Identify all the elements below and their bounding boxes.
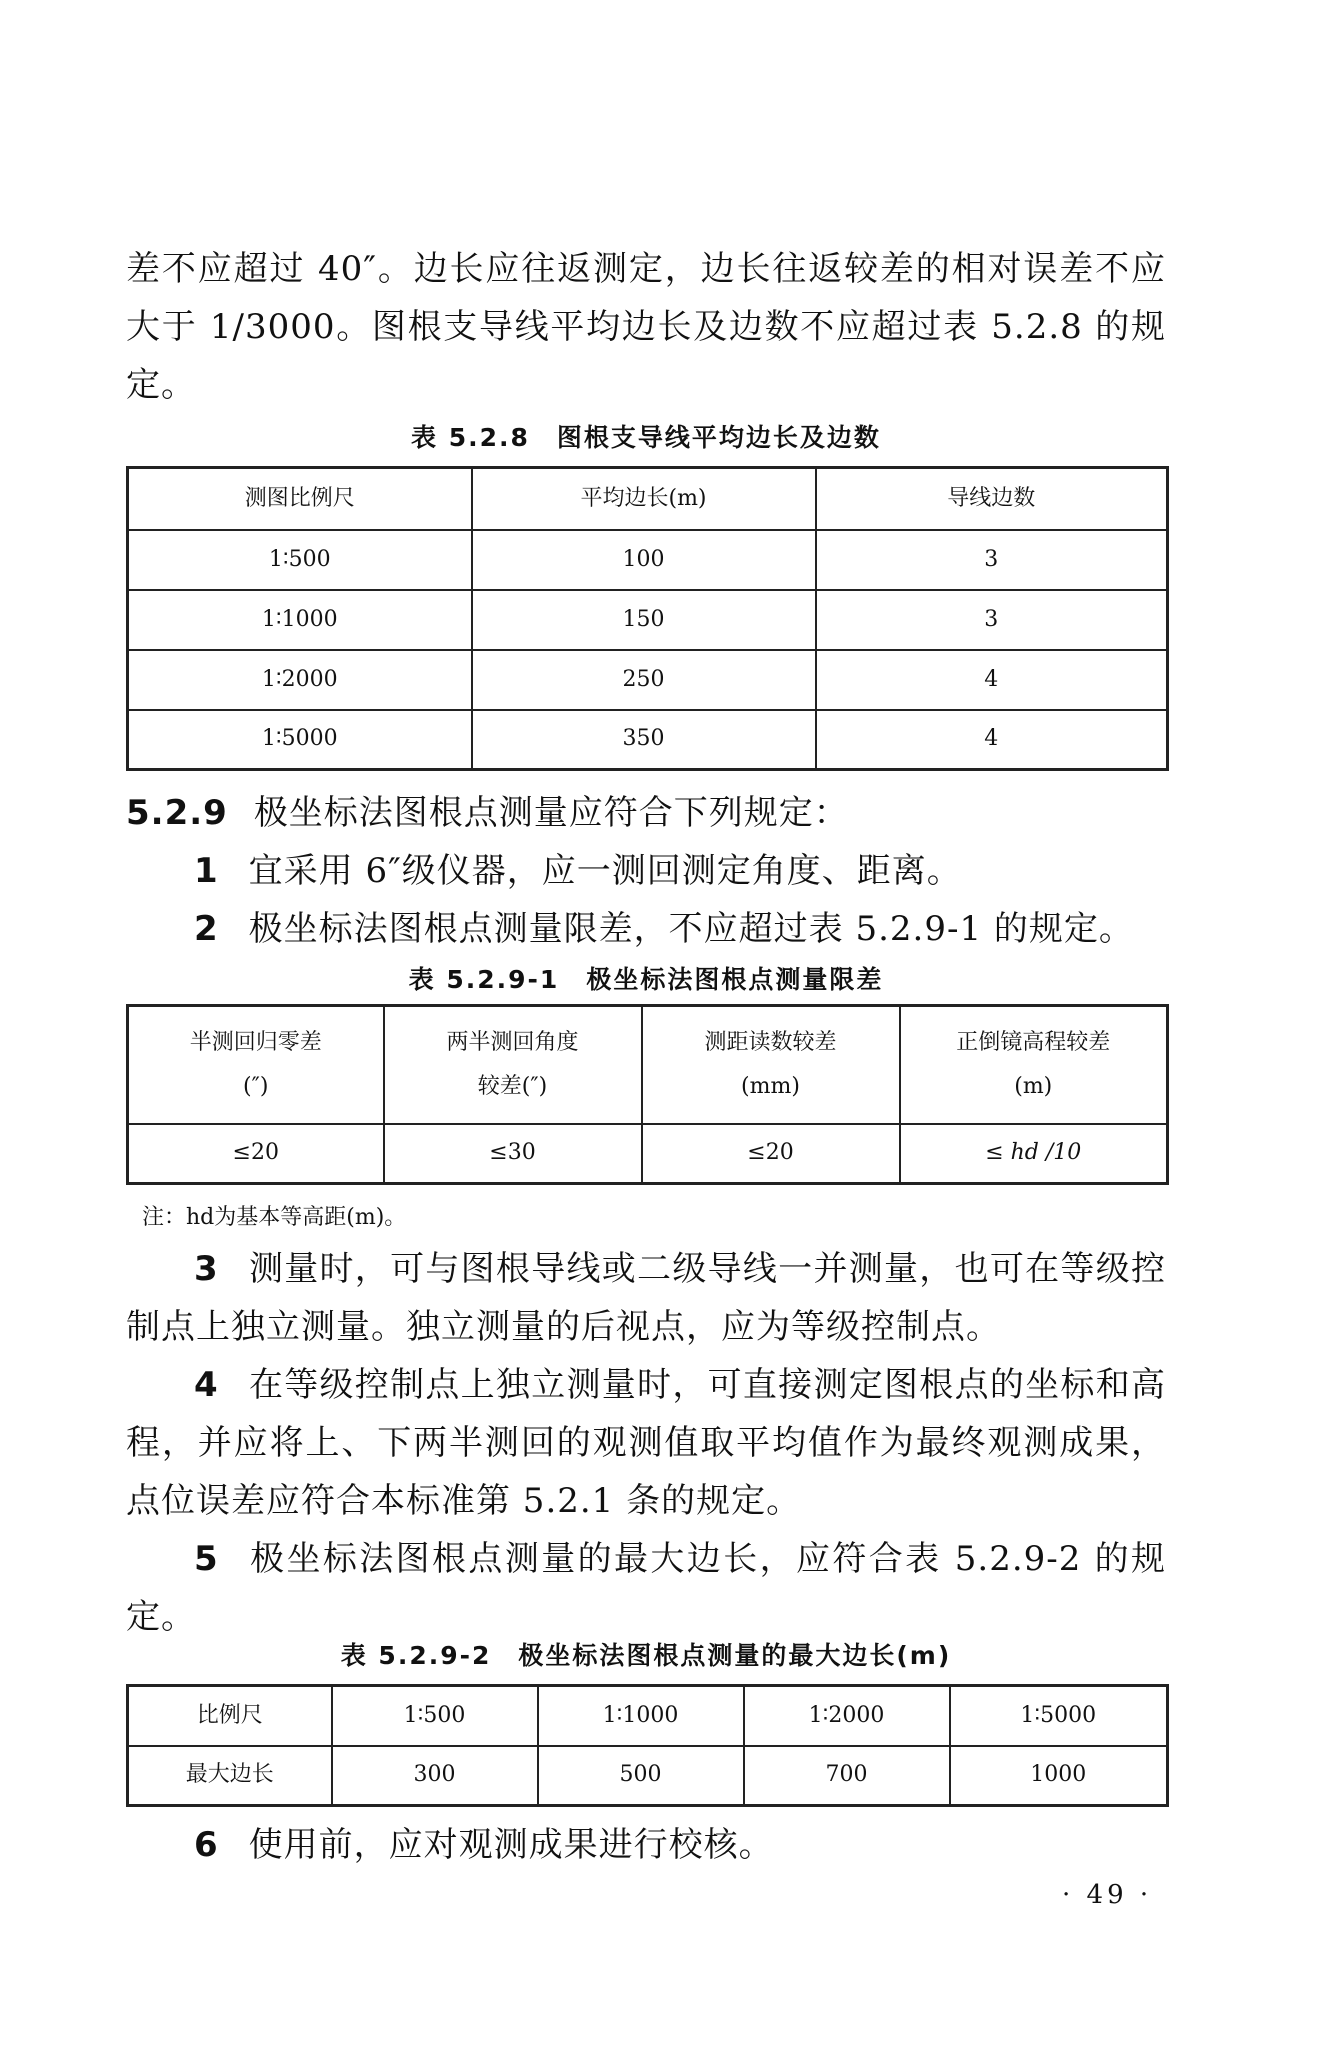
list-item — [126, 842, 1166, 900]
table-cell: 1∶2000 — [128, 650, 472, 710]
table-5-2-9-2-caption: 表 5.2.9-2 极坐标法图根点测量的最大边长(m) — [340, 1641, 952, 1670]
clause-text: 极坐标法图根点测量应符合下列规定： — [253, 793, 849, 833]
table-cell: 1∶1000 — [128, 590, 472, 650]
clause-number: 5.2.9 — [126, 793, 228, 833]
table-header-row — [128, 1006, 1168, 1124]
header-line: 测距读数较差 — [704, 1029, 837, 1055]
table-cell: 300 — [332, 1746, 538, 1806]
header-cell — [900, 1006, 1168, 1124]
table-cell: 3 — [816, 530, 1168, 590]
list-item — [126, 1356, 1166, 1530]
item-text: 宜采用 6″级仪器，应一测回测定角度、距离。 — [248, 851, 962, 891]
table-row — [128, 710, 1168, 770]
item-text: 极坐标法图根点测量的最大边长，应符合表 5.2.9-2 的规定。 — [126, 1539, 1166, 1637]
table-cell: 100 — [472, 530, 816, 590]
clause-item-6 — [126, 1816, 1166, 1874]
clause-items-continued — [126, 1240, 1166, 1646]
page-number: · 49 · — [1062, 1880, 1153, 1910]
item-number: 6 — [194, 1825, 219, 1865]
table-row — [128, 530, 1168, 590]
table-cell: 1∶500 — [332, 1686, 538, 1746]
intro-text: 差不应超过 40″。边长应往返测定，边长往返较差的相对误差不应大于 1/3000。图根支导线平均边长及边数不应超过表 5.2.8 的规定。 — [126, 249, 1166, 405]
table-note: 注：hd为基本等高距(m)。 — [142, 1205, 407, 1230]
table-5-2-9-1-caption: 表 5.2.9-1 极坐标法图根点测量限差 — [408, 965, 884, 994]
header-unit: (mm) — [741, 1073, 800, 1099]
table-cell: 4 — [816, 650, 1168, 710]
table-cell: 350 — [472, 710, 816, 770]
clause-heading — [126, 784, 1166, 842]
table-cell: ≤20 — [642, 1124, 900, 1184]
table-row — [128, 650, 1168, 710]
table-cell: 150 — [472, 590, 816, 650]
table-cell: 比例尺 — [128, 1686, 332, 1746]
table-row — [128, 590, 1168, 650]
item-text: 在等级控制点上独立测量时，可直接测定图根点的坐标和高程，并应将上、下两半测回的观测值取平均值作为最终观测成果，点位误差应符合本标准第 5.2.1 条的规定。 — [126, 1365, 1166, 1521]
header-unit: (″) — [243, 1073, 269, 1099]
table-cell: 1∶5000 — [950, 1686, 1168, 1746]
table-cell: ≤20 — [128, 1124, 384, 1184]
table-row — [128, 1124, 1168, 1184]
header-cell — [384, 1006, 642, 1124]
item-text: 极坐标法图根点测量限差，不应超过表 5.2.9-1 的规定。 — [248, 909, 1134, 949]
table-cell: 500 — [538, 1746, 744, 1806]
table-cell: 1∶1000 — [538, 1686, 744, 1746]
header-line: 两半测回角度 — [446, 1029, 579, 1055]
table-cell: 1∶2000 — [744, 1686, 950, 1746]
table-5-2-9-2 — [126, 1684, 1169, 1807]
item-number: 3 — [194, 1249, 219, 1289]
table-header-row — [128, 468, 1168, 530]
clause-5-2-9 — [126, 784, 1166, 958]
header-cell — [642, 1006, 900, 1124]
list-item — [126, 1816, 1166, 1874]
table-row — [128, 1686, 1168, 1746]
table-5-2-8-caption: 表 5.2.8 图根支导线平均边长及边数 — [411, 423, 881, 452]
list-item — [126, 900, 1166, 958]
item-number: 5 — [194, 1539, 219, 1579]
table-cell: 3 — [816, 590, 1168, 650]
header-line: 半测回归零差 — [189, 1029, 322, 1055]
header-cell: 平均边长(m) — [472, 468, 816, 530]
table-row — [128, 1746, 1168, 1806]
table-cell: 1∶500 — [128, 530, 472, 590]
table-cell: 700 — [744, 1746, 950, 1806]
table-5-2-9-1 — [126, 1004, 1169, 1185]
item-text: 使用前，应对观测成果进行校核。 — [248, 1825, 774, 1865]
item-number: 2 — [194, 909, 219, 949]
table-cell: 4 — [816, 710, 1168, 770]
header-cell: 导线边数 — [816, 468, 1168, 530]
item-number: 1 — [194, 851, 219, 891]
table-cell: 1000 — [950, 1746, 1168, 1806]
table-cell: ≤ hd /10 — [900, 1124, 1168, 1184]
item-number: 4 — [194, 1365, 219, 1405]
item-text: 测量时，可与图根导线或二级导线一并测量，也可在等级控制点上独立测量。独立测量的后视点，应为等级控制点。 — [126, 1249, 1166, 1347]
header-cell — [128, 1006, 384, 1124]
header-unit: 较差(″) — [477, 1073, 548, 1099]
list-item — [126, 1530, 1166, 1646]
table-cell: 最大边长 — [128, 1746, 332, 1806]
intro-paragraph — [126, 240, 1166, 414]
header-cell: 测图比例尺 — [128, 468, 472, 530]
table-cell: ≤30 — [384, 1124, 642, 1184]
list-item — [126, 1240, 1166, 1356]
header-line: 正倒镜高程较差 — [956, 1029, 1111, 1055]
table-5-2-8 — [126, 466, 1169, 771]
table-cell: 250 — [472, 650, 816, 710]
header-unit: (m) — [1014, 1073, 1053, 1099]
table-cell: 1∶5000 — [128, 710, 472, 770]
